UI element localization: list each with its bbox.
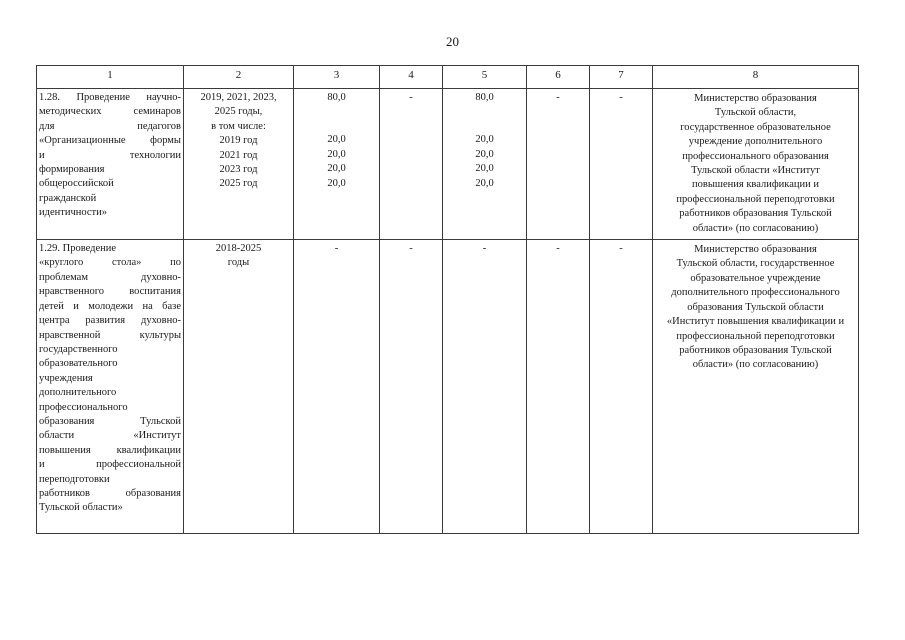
text-line: формирования (39, 164, 105, 176)
text-line: профессиональной переподготовки (676, 193, 835, 205)
text-line: области» (по согласованию) (692, 359, 819, 371)
text-line: Тульской области» (39, 502, 123, 514)
value: 20,0 (327, 134, 346, 146)
implementation-years (184, 240, 294, 534)
text-line: дополнительного профессионального (671, 287, 840, 299)
table-row (37, 240, 859, 534)
measure-description (37, 240, 184, 534)
text-line: Министерство образования (694, 244, 817, 256)
text-line: и профессиональной (39, 459, 181, 471)
text-line: области «Институт (39, 430, 181, 442)
text-line: 2023 год (219, 164, 258, 176)
text-line: Тульской области, (714, 107, 797, 119)
text-line: проблемам духовно- (39, 271, 181, 283)
text-line: образовательное учреждение (690, 272, 821, 284)
value: 20,0 (327, 148, 346, 160)
text-line: образовательного (39, 358, 118, 370)
value: 20,0 (475, 163, 494, 175)
text-line: Тульской области, государственное (676, 258, 835, 270)
text-line: государственного (39, 343, 118, 355)
col4-value: - (380, 240, 443, 534)
text-line: Министерство образования (694, 93, 817, 104)
text-line: 1.29. Проведение (39, 243, 117, 255)
table-row (37, 89, 859, 240)
col5-values (443, 89, 527, 240)
page-number: 20 (446, 34, 459, 49)
text-line: 1.28. Проведение научно- (39, 92, 181, 103)
text-line: повышения квалификации и (692, 179, 819, 191)
column-header: 3 (294, 66, 380, 89)
text-line: методических семинаров (39, 106, 181, 118)
value: 80,0 (327, 92, 346, 103)
column-header: 5 (443, 66, 527, 89)
text-line: и технологии (39, 149, 181, 161)
col6-value: - (527, 240, 590, 534)
col6-value: - (527, 89, 590, 240)
column-header: 1 (37, 66, 184, 89)
text-line: профессиональной переподготовки (676, 330, 835, 342)
column-header: 7 (590, 66, 653, 89)
column-header: 6 (527, 66, 590, 89)
text-line: годы (227, 257, 250, 269)
text-line: работников образования Тульской (679, 344, 832, 356)
text-line: повышения квалификации (39, 444, 181, 456)
text-line: переподготовки (39, 473, 110, 485)
implementation-years (184, 89, 294, 240)
value: 80,0 (475, 92, 494, 103)
text-line: в том числе: (211, 120, 266, 132)
col3-value: - (294, 240, 380, 534)
measures-table (36, 65, 859, 534)
text-line: нравственного воспитания (39, 286, 181, 298)
text-line: 2021 год (219, 149, 258, 161)
column-header: 8 (653, 66, 859, 89)
text-line: профессионального образования (682, 150, 829, 162)
value: 20,0 (475, 177, 494, 189)
text-line: профессионального (39, 401, 128, 413)
text-line: для педагогов (39, 120, 181, 132)
col7-value: - (590, 89, 653, 240)
responsible-executors (653, 89, 859, 240)
col3-values (294, 89, 380, 240)
text-line: гражданской (39, 192, 97, 204)
text-line: государственное образовательное (680, 121, 831, 133)
column-header: 2 (184, 66, 294, 89)
value: 20,0 (475, 134, 494, 146)
text-line: «круглого стола» по (39, 257, 181, 269)
col7-value: - (590, 240, 653, 534)
text-line: «Организационные формы (39, 135, 181, 147)
text-line: нравственной культуры (39, 329, 181, 341)
text-line: Тульской области «Институт (691, 165, 820, 177)
text-line: детей и молодежи на базе (39, 300, 181, 312)
text-line: 2019, 2021, 2023, (200, 92, 277, 103)
text-line: образования Тульской (39, 415, 181, 427)
value: 20,0 (475, 148, 494, 160)
text-line: учреждения (39, 372, 93, 384)
measure-description (37, 89, 184, 240)
text-line: 2019 год (219, 135, 258, 147)
text-line: идентичности» (39, 207, 107, 219)
text-line: «Институт повышения квалификации и (666, 316, 845, 328)
responsible-executors (653, 240, 859, 534)
column-number-row (37, 66, 859, 89)
col5-value: - (443, 240, 527, 534)
text-line: центра развития духовно- (39, 315, 181, 327)
value: 20,0 (327, 177, 346, 189)
text-line: области» (по согласованию) (692, 222, 819, 234)
text-line: работников образования (39, 487, 181, 499)
value: 20,0 (327, 163, 346, 175)
text-line: образования Тульской области (687, 301, 824, 313)
text-line: 2025 годы, (214, 106, 263, 118)
col4-value: - (380, 89, 443, 240)
text-line: общероссийской (39, 178, 114, 190)
text-line: дополнительного (39, 387, 117, 399)
text-line: 2018-2025 (215, 243, 262, 255)
text-line: работников образования Тульской (679, 208, 832, 220)
text-line: 2025 год (219, 178, 258, 190)
column-header: 4 (380, 66, 443, 89)
text-line: учреждение дополнительного (688, 136, 823, 148)
